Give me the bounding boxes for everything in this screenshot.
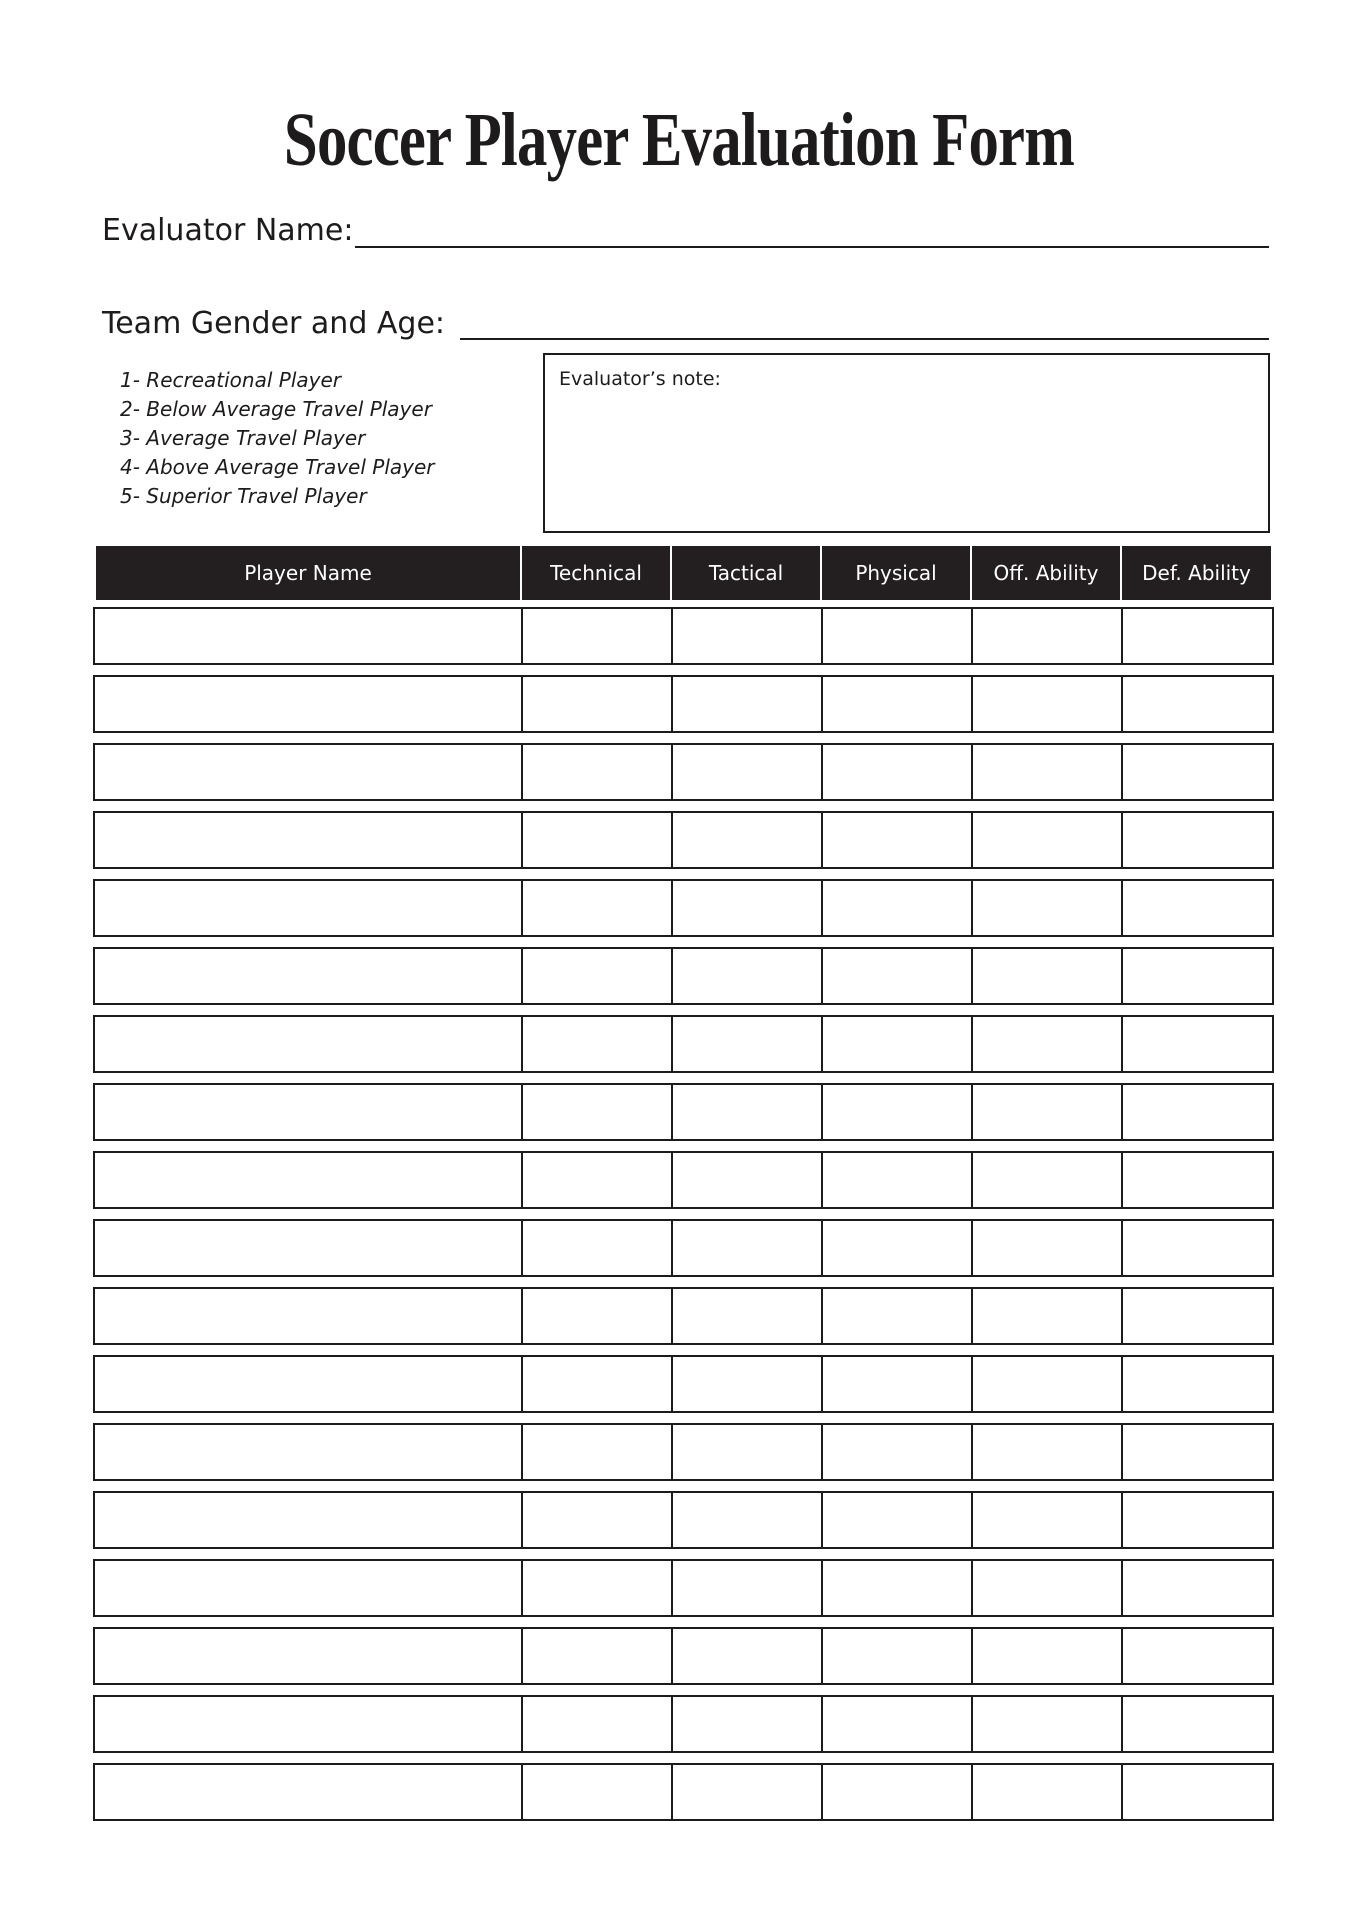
technical-cell[interactable] (521, 745, 671, 799)
def-ability-cell[interactable] (1121, 1357, 1272, 1411)
table-row (93, 947, 1274, 1005)
physical-cell[interactable] (821, 881, 971, 935)
tactical-cell[interactable] (671, 1085, 821, 1139)
physical-cell[interactable] (821, 1493, 971, 1547)
table-row (93, 1627, 1274, 1685)
def-ability-cell[interactable] (1121, 1697, 1272, 1751)
off-ability-cell[interactable] (971, 1425, 1121, 1479)
def-ability-cell[interactable] (1121, 1765, 1272, 1819)
tactical-cell[interactable] (671, 1357, 821, 1411)
off-ability-cell[interactable] (971, 949, 1121, 1003)
page-title: Soccer Player Evaluation Form (283, 98, 1075, 182)
technical-cell[interactable] (521, 1221, 671, 1275)
tactical-cell[interactable] (671, 881, 821, 935)
table-row (93, 1559, 1274, 1617)
tactical-cell[interactable] (671, 1221, 821, 1275)
player-name-cell[interactable] (95, 1493, 521, 1547)
column-header-physical: Physical (822, 546, 970, 600)
player-name-cell[interactable] (95, 745, 521, 799)
technical-cell[interactable] (521, 1289, 671, 1343)
player-name-cell[interactable] (95, 1629, 521, 1683)
tactical-cell[interactable] (671, 1697, 821, 1751)
player-name-cell[interactable] (95, 949, 521, 1003)
physical-cell[interactable] (821, 1357, 971, 1411)
def-ability-cell[interactable] (1121, 1017, 1272, 1071)
player-name-cell[interactable] (95, 1221, 521, 1275)
tactical-cell[interactable] (671, 1561, 821, 1615)
physical-cell[interactable] (821, 1289, 971, 1343)
def-ability-cell[interactable] (1121, 1629, 1272, 1683)
tactical-cell[interactable] (671, 949, 821, 1003)
table-header (96, 546, 1271, 600)
physical-cell[interactable] (821, 1561, 971, 1615)
team-gender-age-field[interactable] (460, 338, 1269, 340)
technical-cell[interactable] (521, 813, 671, 867)
evaluator-note-label: Evaluator’s note: (559, 368, 721, 390)
physical-cell[interactable] (821, 677, 971, 731)
tactical-cell[interactable] (671, 745, 821, 799)
table-row (93, 1355, 1274, 1413)
def-ability-cell[interactable] (1121, 745, 1272, 799)
legend-item: 2- Below Average Travel Player (120, 397, 432, 421)
technical-cell[interactable] (521, 881, 671, 935)
table-row (93, 1287, 1274, 1345)
column-header-off-ability: Off. Ability (972, 546, 1120, 600)
table-row (93, 1695, 1274, 1753)
def-ability-cell[interactable] (1121, 1493, 1272, 1547)
table-row (93, 811, 1274, 869)
physical-cell[interactable] (821, 1085, 971, 1139)
def-ability-cell[interactable] (1121, 881, 1272, 935)
technical-cell[interactable] (521, 677, 671, 731)
off-ability-cell[interactable] (971, 813, 1121, 867)
physical-cell[interactable] (821, 1221, 971, 1275)
tactical-cell[interactable] (671, 1493, 821, 1547)
player-name-cell[interactable] (95, 1697, 521, 1751)
tactical-cell[interactable] (671, 1017, 821, 1071)
off-ability-cell[interactable] (971, 1697, 1121, 1751)
evaluator-note-box[interactable] (543, 353, 1270, 533)
physical-cell[interactable] (821, 1629, 971, 1683)
table-row (93, 607, 1274, 665)
table-row (93, 1423, 1274, 1481)
table-row (93, 1763, 1274, 1821)
player-name-cell[interactable] (95, 1153, 521, 1207)
technical-cell[interactable] (521, 1493, 671, 1547)
physical-cell[interactable] (821, 1765, 971, 1819)
physical-cell[interactable] (821, 1153, 971, 1207)
off-ability-cell[interactable] (971, 609, 1121, 663)
player-name-cell[interactable] (95, 677, 521, 731)
technical-cell[interactable] (521, 1017, 671, 1071)
off-ability-cell[interactable] (971, 1289, 1121, 1343)
off-ability-cell[interactable] (971, 1153, 1121, 1207)
column-header-def-ability: Def. Ability (1122, 546, 1271, 600)
tactical-cell[interactable] (671, 1153, 821, 1207)
table-row (93, 1151, 1274, 1209)
physical-cell[interactable] (821, 745, 971, 799)
legend-item: 5- Superior Travel Player (120, 484, 367, 508)
technical-cell[interactable] (521, 1085, 671, 1139)
def-ability-cell[interactable] (1121, 1425, 1272, 1479)
technical-cell[interactable] (521, 1629, 671, 1683)
def-ability-cell[interactable] (1121, 1561, 1272, 1615)
physical-cell[interactable] (821, 813, 971, 867)
tactical-cell[interactable] (671, 1289, 821, 1343)
def-ability-cell[interactable] (1121, 609, 1272, 663)
off-ability-cell[interactable] (971, 1017, 1121, 1071)
player-name-cell[interactable] (95, 1561, 521, 1615)
player-name-cell[interactable] (95, 1085, 521, 1139)
off-ability-cell[interactable] (971, 1085, 1121, 1139)
off-ability-cell[interactable] (971, 1493, 1121, 1547)
def-ability-cell[interactable] (1121, 949, 1272, 1003)
column-header-player-name: Player Name (96, 546, 520, 600)
player-name-cell[interactable] (95, 813, 521, 867)
tactical-cell[interactable] (671, 1425, 821, 1479)
table-row (93, 675, 1274, 733)
player-name-cell[interactable] (95, 1425, 521, 1479)
technical-cell[interactable] (521, 1561, 671, 1615)
rating-legend (120, 366, 435, 511)
player-rows (93, 607, 1274, 1831)
technical-cell[interactable] (521, 609, 671, 663)
legend-item: 1- Recreational Player (120, 368, 341, 392)
technical-cell[interactable] (521, 1357, 671, 1411)
table-row (93, 1491, 1274, 1549)
player-name-cell[interactable] (95, 609, 521, 663)
evaluator-name-field[interactable] (355, 246, 1269, 248)
technical-cell[interactable] (521, 1153, 671, 1207)
off-ability-cell[interactable] (971, 1561, 1121, 1615)
legend-item: 4- Above Average Travel Player (120, 455, 435, 479)
physical-cell[interactable] (821, 609, 971, 663)
def-ability-cell[interactable] (1121, 813, 1272, 867)
def-ability-cell[interactable] (1121, 1153, 1272, 1207)
player-name-cell[interactable] (95, 1289, 521, 1343)
def-ability-cell[interactable] (1121, 1085, 1272, 1139)
physical-cell[interactable] (821, 1697, 971, 1751)
table-row (93, 743, 1274, 801)
column-header-technical: Technical (522, 546, 670, 600)
off-ability-cell[interactable] (971, 1357, 1121, 1411)
physical-cell[interactable] (821, 1425, 971, 1479)
tactical-cell[interactable] (671, 1765, 821, 1819)
table-row (93, 879, 1274, 937)
technical-cell[interactable] (521, 1425, 671, 1479)
tactical-cell[interactable] (671, 1629, 821, 1683)
player-name-cell[interactable] (95, 1765, 521, 1819)
off-ability-cell[interactable] (971, 881, 1121, 935)
def-ability-cell[interactable] (1121, 1289, 1272, 1343)
technical-cell[interactable] (521, 949, 671, 1003)
team-gender-age-label: Team Gender and Age: (102, 306, 446, 341)
technical-cell[interactable] (521, 1697, 671, 1751)
player-name-cell[interactable] (95, 881, 521, 935)
evaluator-name-label: Evaluator Name: (102, 213, 354, 248)
off-ability-cell[interactable] (971, 745, 1121, 799)
table-row (93, 1219, 1274, 1277)
off-ability-cell[interactable] (971, 1765, 1121, 1819)
player-name-cell[interactable] (95, 1357, 521, 1411)
technical-cell[interactable] (521, 1765, 671, 1819)
def-ability-cell[interactable] (1121, 677, 1272, 731)
physical-cell[interactable] (821, 949, 971, 1003)
tactical-cell[interactable] (671, 813, 821, 867)
tactical-cell[interactable] (671, 677, 821, 731)
def-ability-cell[interactable] (1121, 1221, 1272, 1275)
off-ability-cell[interactable] (971, 1221, 1121, 1275)
player-name-cell[interactable] (95, 1017, 521, 1071)
table-row (93, 1015, 1274, 1073)
off-ability-cell[interactable] (971, 1629, 1121, 1683)
legend-item: 3- Average Travel Player (120, 426, 366, 450)
tactical-cell[interactable] (671, 609, 821, 663)
column-header-tactical: Tactical (672, 546, 820, 600)
physical-cell[interactable] (821, 1017, 971, 1071)
off-ability-cell[interactable] (971, 677, 1121, 731)
table-row (93, 1083, 1274, 1141)
